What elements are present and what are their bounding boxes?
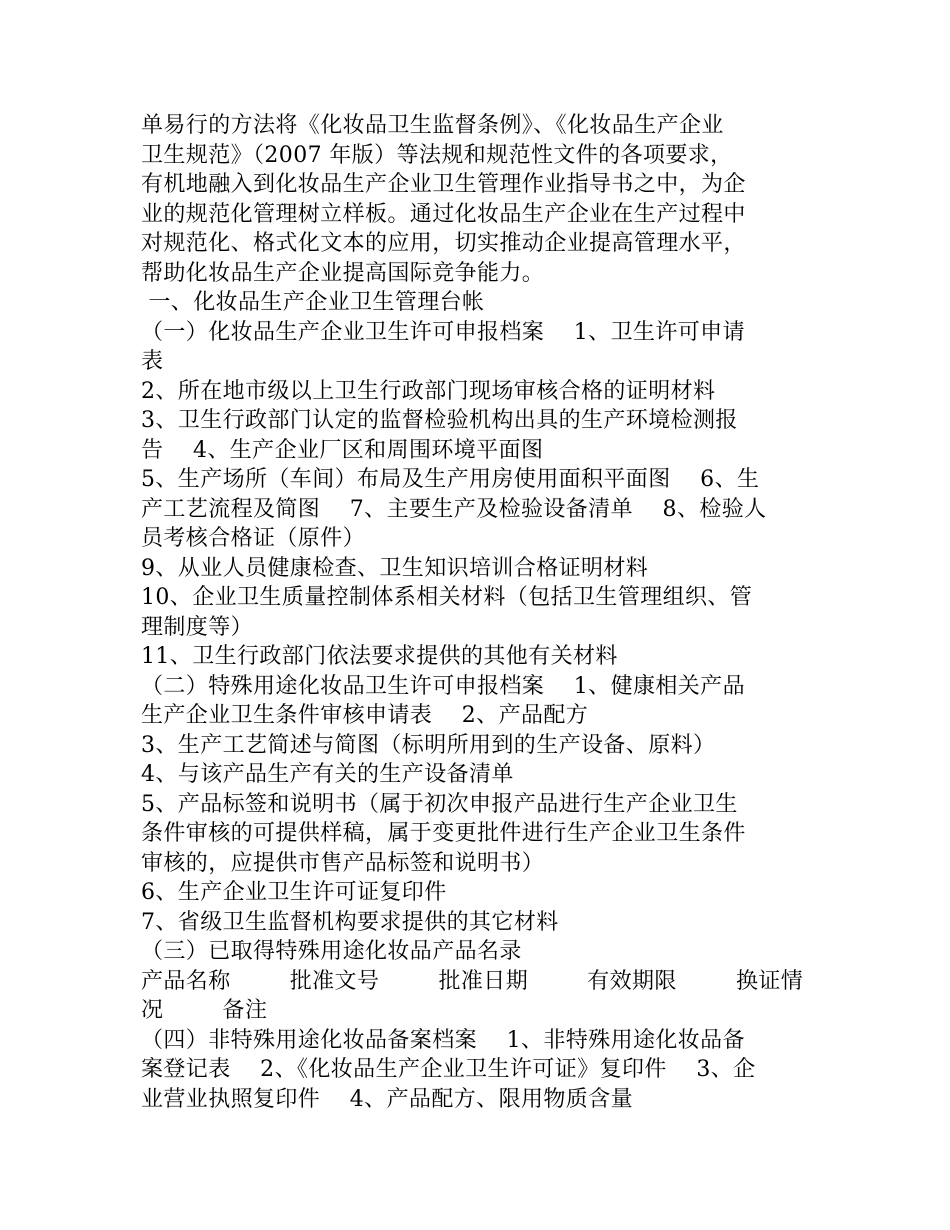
text-line: 产工艺流程及简图 7、主要生产及检验设备清单 8、检验人	[141, 496, 767, 522]
text-line: 10、企业卫生质量控制体系相关材料（包括卫生管理组织、管	[141, 585, 753, 610]
text-line: 5、产品标签和说明书（属于初次申报产品进行生产企业卫生	[141, 791, 738, 817]
text-line: 2、所在地市级以上卫生行政部门现场审核合格的证明材料	[141, 378, 716, 404]
text-line: 员考核合格证（原件）	[141, 526, 366, 551]
text-line: 4、与该产品生产有关的生产设备清单	[141, 762, 514, 787]
text-line: 3、卫生行政部门认定的监督检验机构出具的生产环境检测报	[141, 408, 738, 433]
text-line: 审核的，应提供市售产品标签和说明书）	[141, 850, 545, 876]
text-line: 有机地融入到化妆品生产企业卫生管理作业指导书之中，为企	[141, 172, 746, 197]
text-line: （一）化妆品生产企业卫生许可申报档案 1、卫生许可申请	[141, 319, 745, 345]
text-line: 表	[141, 349, 164, 374]
text-line: 理制度等）	[141, 614, 254, 640]
text-line: 案登记表 2、《化妆品生产企业卫生许可证》复印件 3、企	[141, 1057, 756, 1082]
document-body	[141, 111, 813, 1114]
text-line: 业营业执照复印件 4、产品配方、限用物质含量	[141, 1086, 633, 1112]
text-line: 条件审核的可提供样稿，属于变更批件进行生产企业卫生条件	[141, 821, 746, 846]
text-line: 帮助化妆品生产企业提高国际竞争能力。	[141, 260, 545, 286]
text-line: 单易行的方法将《化妆品卫生监督条例》、《化妆品生产企业	[141, 113, 724, 138]
text-line: （二）特殊用途化妆品卫生许可申报档案 1、健康相关产品	[141, 673, 745, 699]
text-line: 7、省级卫生监督机构要求提供的其它材料	[141, 909, 559, 935]
text-line: 9、从业人员健康检查、卫生知识培训合格证明材料	[141, 555, 649, 581]
text-line: （三）已取得特殊用途化妆品产品名录	[141, 939, 522, 964]
text-line: 生产企业卫生条件审核申请表 2、产品配方	[141, 703, 589, 728]
text-line: 告 4、生产企业厂区和周围环境平面图	[141, 437, 544, 463]
text-line: 6、生产企业卫生许可证复印件	[141, 880, 447, 905]
text-line: （四）非特殊用途化妆品备案档案 1、非特殊用途化妆品备	[141, 1027, 745, 1053]
text-line: 3、生产工艺简述与简图（标明所用到的生产设备、原料）	[141, 732, 716, 758]
text-line: 对规范化、格式化文本的应用，切实推动企业提高管理水平，	[141, 231, 746, 256]
text-line: 11、卫生行政部门依法要求提供的其他有关材料	[141, 644, 618, 669]
text-line: 卫生规范》（2007 年版）等法规和规范性文件的各项要求，	[141, 142, 733, 168]
text-line: 况 备注	[141, 998, 268, 1023]
text-line: 业的规范化管理树立样板。通过化妆品生产企业在生产过程中	[141, 201, 746, 227]
text-line: 5、生产场所（车间）布局及生产用房使用面积平面图 6、生	[141, 467, 760, 492]
text-line: 产品名称 批准文号 批准日期 有效期限 换证情	[141, 968, 804, 994]
section-heading: 一、化妆品生产企业卫生管理台帐	[141, 290, 485, 315]
